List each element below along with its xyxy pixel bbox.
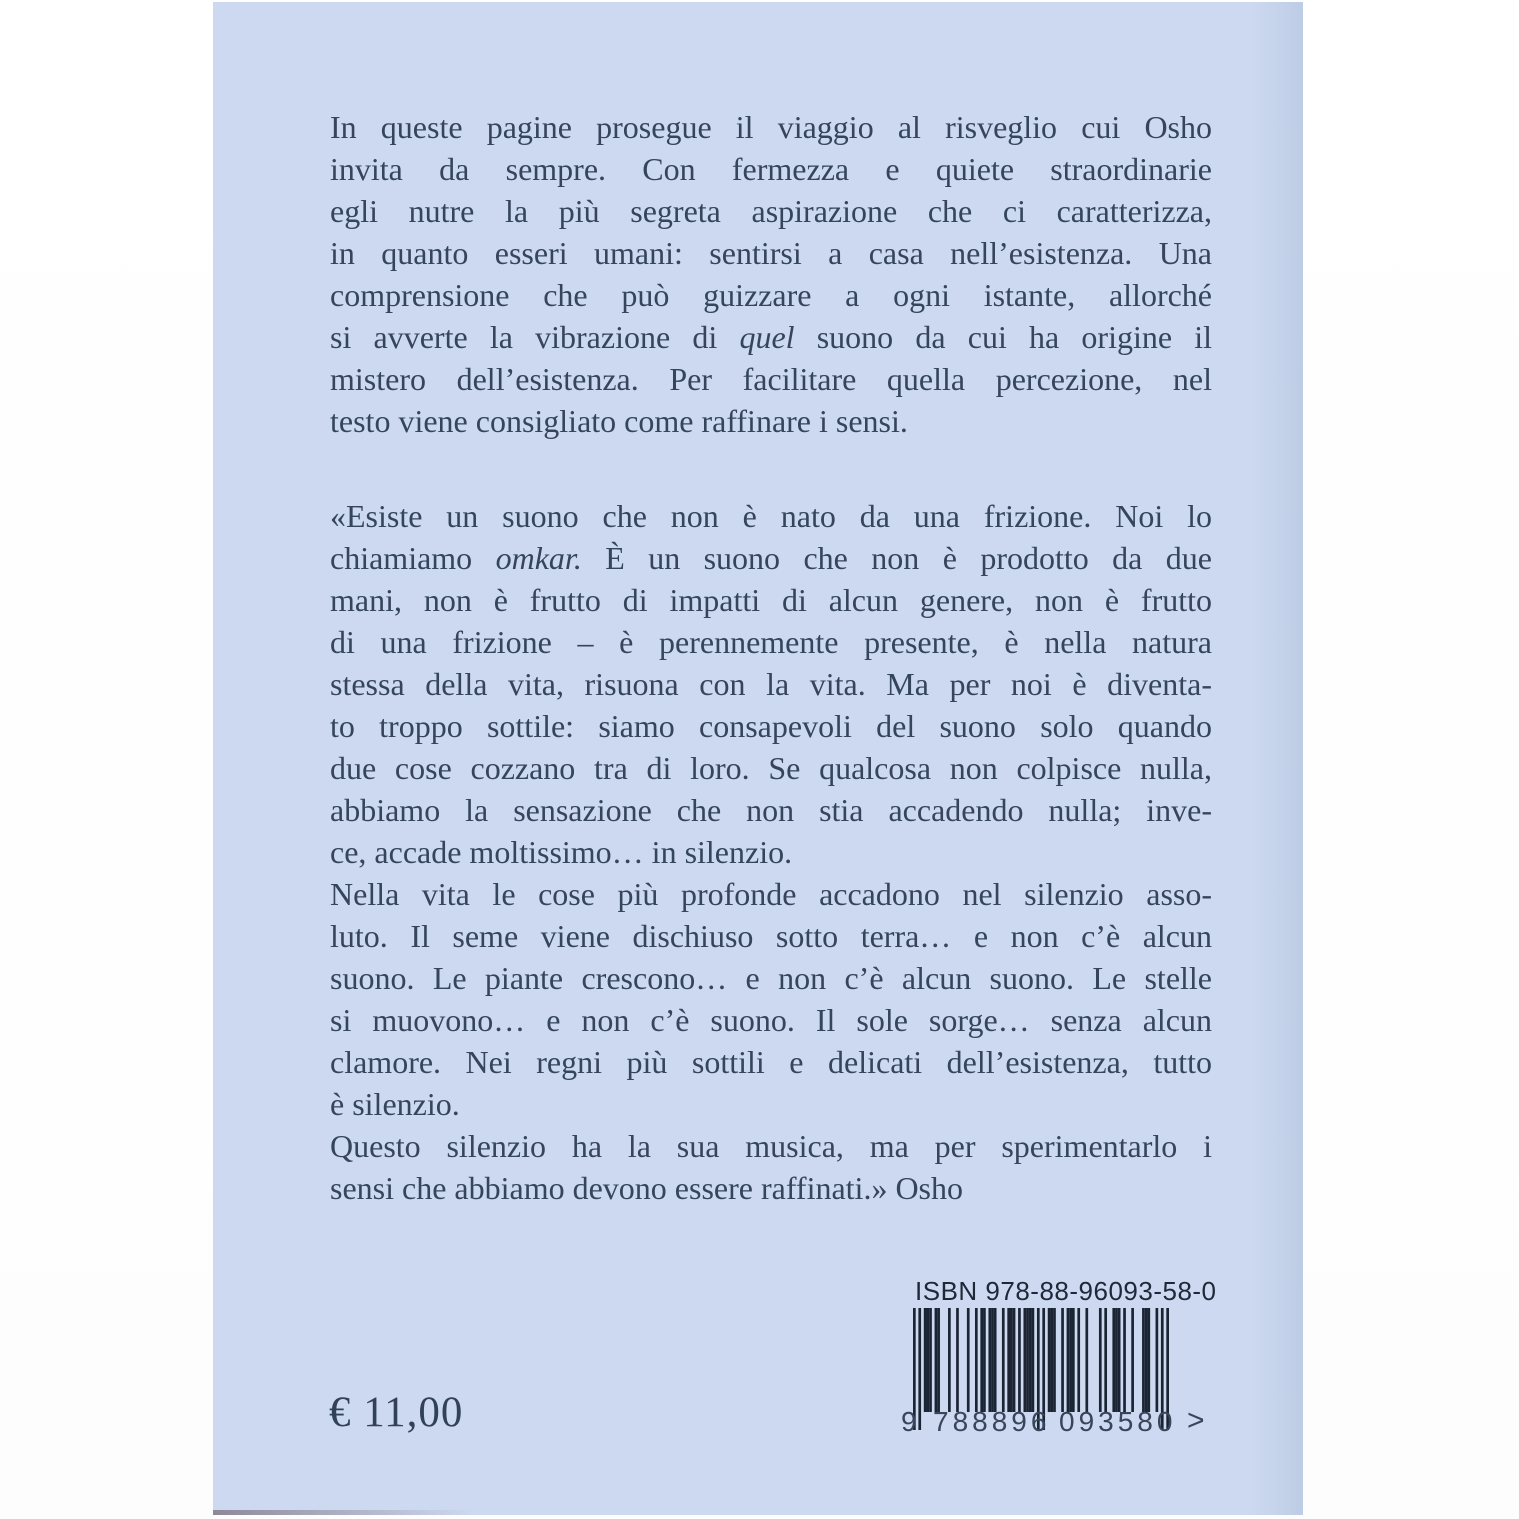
text-line: ce, accade moltissimo… in silenzio.: [330, 834, 793, 870]
text-line: in quanto esseri umani: sentirsi a casa nell’esistenza. Una: [330, 235, 1212, 271]
back-cover-text: [330, 106, 1212, 1209]
text-line: Nella vita le cose più profonde accadono nel silenzio asso-: [330, 876, 1212, 912]
quote-paragraph: [330, 495, 1212, 1209]
text-line: si avverte la vibrazione di quel suono da cui ha origine il: [330, 319, 1213, 355]
text-line: egli nutre la più segreta aspirazione che ci caratterizza,: [330, 193, 1212, 229]
text-line: si muovono… e non c’è suono. Il sole sorge… senza alcun: [330, 1002, 1212, 1038]
cover-right-shade: [1251, 2, 1303, 1515]
barcode-digit-group-left: 788896: [933, 1406, 1051, 1437]
isbn-label: ISBN 978-88-96093-58-0: [915, 1276, 1217, 1306]
text-line: invita da sempre. Con fermezza e quiete straordinarie: [330, 151, 1212, 187]
price-label: € 11,00: [329, 1389, 464, 1436]
text-line: chiamiamo omkar. È un suono che non è prodotto da due: [330, 540, 1213, 576]
back-cover: [213, 2, 1303, 1515]
text-line: clamore. Nei regni più sottili e delicati dell’esistenza, tutto: [330, 1044, 1212, 1080]
barcode-digit-group-right: 093580: [1059, 1406, 1177, 1437]
text-line: suono. Le piante crescono… e non c’è alcun suono. Le stelle: [330, 960, 1212, 996]
text-line: Questo silenzio ha la sua musica, ma per sperimentarlo i: [330, 1128, 1212, 1164]
text-line: testo viene consigliato come raffinare i sensi.: [330, 403, 908, 439]
text-line: stessa della vita, risuona con la vita. Ma per noi è diventa-: [330, 666, 1212, 702]
text-line: due cose cozzano tra di loro. Se qualcosa non colpisce nulla,: [330, 750, 1212, 786]
cover-bottom-edge: [213, 1510, 473, 1515]
barcode-digit-lead: 9: [901, 1406, 917, 1437]
text-line: mani, non è frutto di impatti di alcun genere, non è frutto: [330, 582, 1212, 618]
text-line: di una frizione – è perennemente presente, è nella natura: [330, 624, 1212, 660]
text-line: sensi che abbiamo devono essere raffinati.» Osho: [330, 1170, 963, 1206]
text-line: comprensione che può guizzare a ogni istante, allorché: [330, 277, 1212, 313]
text-line: è silenzio.: [330, 1086, 460, 1122]
text-line: luto. Il seme viene dischiuso sotto terra… e non c’è alcun: [330, 918, 1212, 954]
text-line: In queste pagine prosegue il viaggio al risveglio cui Osho: [330, 109, 1212, 145]
text-line: abbiamo la sensazione che non stia accadendo nulla; inve-: [330, 792, 1212, 828]
barcode-digits: [901, 1406, 1233, 1440]
barcode-quiet-zone-arrow-icon: >: [1187, 1404, 1205, 1437]
text-line: to troppo sottile: siamo consapevoli del suono solo quando: [330, 708, 1212, 744]
text-line: «Esiste un suono che non è nato da una frizione. Noi lo: [330, 498, 1212, 534]
barcode-block: [901, 1276, 1233, 1456]
text-line: mistero dell’esistenza. Per facilitare quella percezione, nel: [330, 361, 1212, 397]
intro-paragraph: [330, 106, 1212, 442]
